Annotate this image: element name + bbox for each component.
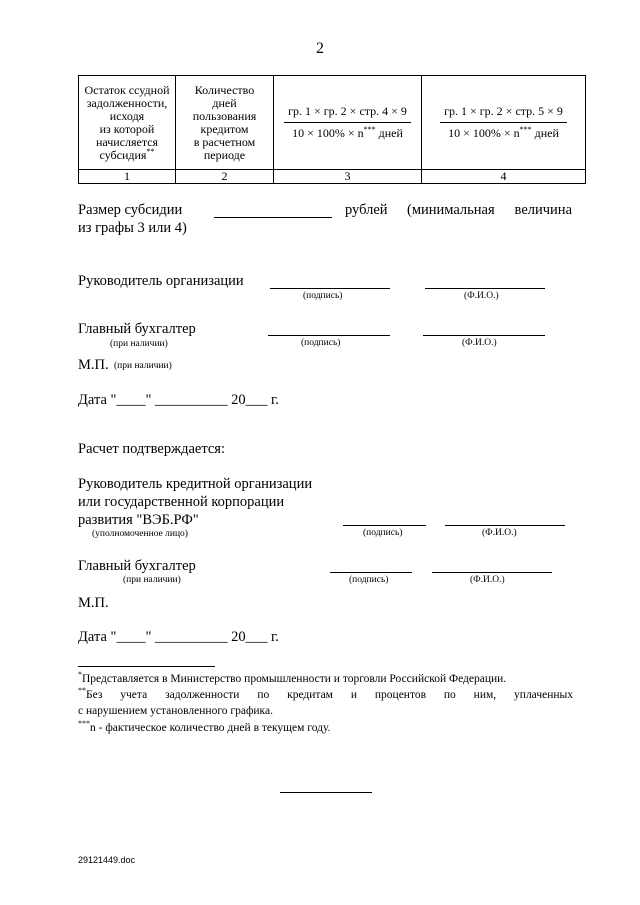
footnote-separator	[78, 666, 215, 667]
org-date: Дата "____" __________ 20___ г.	[78, 392, 279, 408]
footnote-3: ***n - фактическое количество дней в текущем году.	[78, 719, 331, 734]
page-number: 2	[316, 40, 324, 57]
seal-note: (при наличии)	[114, 361, 172, 371]
formula-fraction: $\frac{\text{гр. 1 × гр. 2 × стр. 4 × 9}}{10 \times 100\% \times n^{***} дней}$	[284, 105, 411, 140]
org-head-signature-line	[270, 288, 390, 289]
footnote-2-line2: с нарушением установленного графика.	[78, 705, 273, 717]
bank-accountant-note: (при наличии)	[123, 575, 181, 585]
bank-accountant-name-line	[432, 572, 552, 573]
footnote-2: **Без учета задолженности по кредитам и процентов по ним, уплаченных	[78, 686, 573, 701]
column-number: 4	[422, 170, 586, 184]
name-caption: (Ф.И.О.)	[462, 338, 497, 348]
subsidy-unit: рублей	[345, 202, 388, 218]
bank-head-note: (уполномоченное лицо)	[92, 529, 188, 539]
subsidy-note-line2: из графы 3 или 4)	[78, 220, 187, 236]
name-caption: (Ф.И.О.)	[470, 575, 505, 585]
subsidy-amount-line	[214, 217, 332, 218]
name-caption: (Ф.И.О.)	[482, 528, 517, 538]
signature-caption: (подпись)	[349, 575, 389, 585]
signature-caption: (подпись)	[363, 528, 403, 538]
name-caption: (Ф.И.О.)	[464, 291, 499, 301]
formula-fraction: $\frac{\text{гр. 1 × гр. 2 × стр. 5 × 9}}{10 \times 100\% \times n^{***} дней}$	[440, 105, 567, 140]
bank-head-name-line	[445, 525, 565, 526]
column-number: 1	[79, 170, 176, 184]
org-accountant-note: (при наличии)	[110, 339, 168, 349]
signature-caption: (подпись)	[303, 291, 343, 301]
file-name: 29121449.doc	[78, 855, 136, 865]
footnote-1: *Представляется в Министерство промышленности и торговли Российской Федерации.	[78, 670, 507, 685]
bank-accountant-signature-line	[330, 572, 412, 573]
org-accountant-label: Главный бухгалтер	[78, 321, 196, 337]
bank-head-label: Руководитель кредитной организации	[78, 476, 313, 492]
subsidy-label: Размер субсидии	[78, 202, 183, 218]
bank-accountant-label: Главный бухгалтер	[78, 558, 196, 574]
end-separator	[280, 792, 372, 793]
column-number: 3	[274, 170, 422, 184]
org-head-label: Руководитель организации	[78, 273, 244, 289]
bank-head-label-line2: или государственной корпорации	[78, 494, 285, 510]
org-head-name-line	[425, 288, 545, 289]
confirmation-title: Расчет подтверждается:	[78, 441, 226, 457]
subsidy-note: (минимальная величина	[407, 202, 572, 218]
table-header-cell: Остаток ссудной задолженности, исходя из которой начисляется субсидия**	[79, 76, 176, 170]
column-number: 2	[176, 170, 274, 184]
bank-head-label-line3: развития "ВЭБ.РФ"	[78, 512, 199, 528]
bank-head-signature-line	[343, 525, 426, 526]
seal-label: М.П.	[78, 357, 109, 373]
table-header-cell: Количество дней пользования кредитом в расчетном периоде	[176, 76, 274, 170]
table-header-cell	[274, 76, 422, 170]
org-accountant-signature-line	[268, 335, 390, 336]
org-accountant-name-line	[423, 335, 545, 336]
bank-date: Дата "____" __________ 20___ г.	[78, 629, 279, 645]
table-header-cell	[422, 76, 586, 170]
bank-seal-label: М.П.	[78, 595, 109, 611]
signature-caption: (подпись)	[301, 338, 341, 348]
calculation-table	[78, 75, 586, 184]
